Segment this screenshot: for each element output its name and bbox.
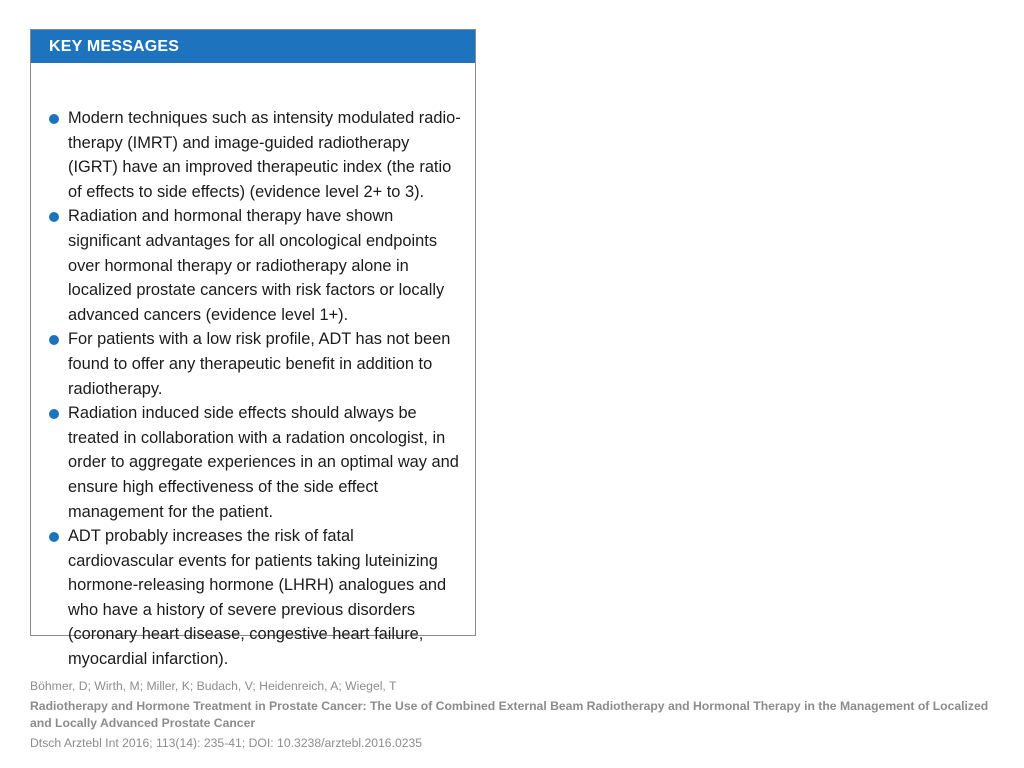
bullet-icon (49, 532, 59, 542)
bullet-icon (49, 409, 59, 419)
key-messages-header: KEY MESSAGES (31, 30, 475, 63)
bullet-icon (49, 114, 59, 124)
key-message-text: Radiation and hormonal therapy have shown significant advantages for all oncological endpoints over hormonal therapy or radiotherapy alone in localized prostate cancers with risk factors or locally advanced cancers (evidence level 1+). (68, 207, 445, 324)
citation-source: Dtsch Arztebl Int 2016; 113(14): 235-41; DOI: 10.3238/arztebl.2016.0235 (30, 736, 423, 750)
key-message-text: ADT probably increases the risk of fatal cardiovascular events for patients taking luteinizing hormone-releasing hormone (LHRH) analogues and who have a history of severe previous disorders (coronary heart disease, congestive heart failure, myocardial infarction). (68, 527, 447, 669)
key-message-item (49, 327, 463, 401)
key-message-text: For patients with a low risk profile, ADT has not been found to offer any therapeutic benefit in addition to radiotherapy. (68, 330, 451, 398)
bullet-icon (49, 335, 59, 345)
citation-authors: Böhmer, D; Wirth, M; Miller, K; Budach, V; Heidenreich, A; Wiegel, T (30, 679, 397, 693)
key-message-text: Radiation induced side effects should always be treated in collaboration with a radation oncologist, in order to aggregate experiences in an optimal way and ensure high effectiveness of the side effect management for the patient. (68, 404, 459, 521)
key-message-item (49, 204, 463, 327)
key-message-item (49, 401, 463, 524)
key-messages-list (49, 106, 463, 672)
citation-title: Radiotherapy and Hormone Treatment in Prostate Cancer: The Use of Combined External Beam Radiotherapy and Hormonal Therapy in the Management of Localized and Locally Advanced Prostate Cancer (30, 699, 989, 730)
key-message-text: Modern techniques such as intensity modulated radio-therapy (IMRT) and image-guided radiotherapy (IGRT) have an improved therapeutic index (the ratio of effects to side effects) (evidence level 2+ to 3). (68, 109, 461, 201)
key-message-item (49, 106, 463, 204)
key-messages-body (31, 63, 475, 672)
key-message-item (49, 524, 463, 672)
key-messages-box (30, 29, 476, 669)
citation (30, 678, 990, 752)
bullet-icon (49, 212, 59, 222)
